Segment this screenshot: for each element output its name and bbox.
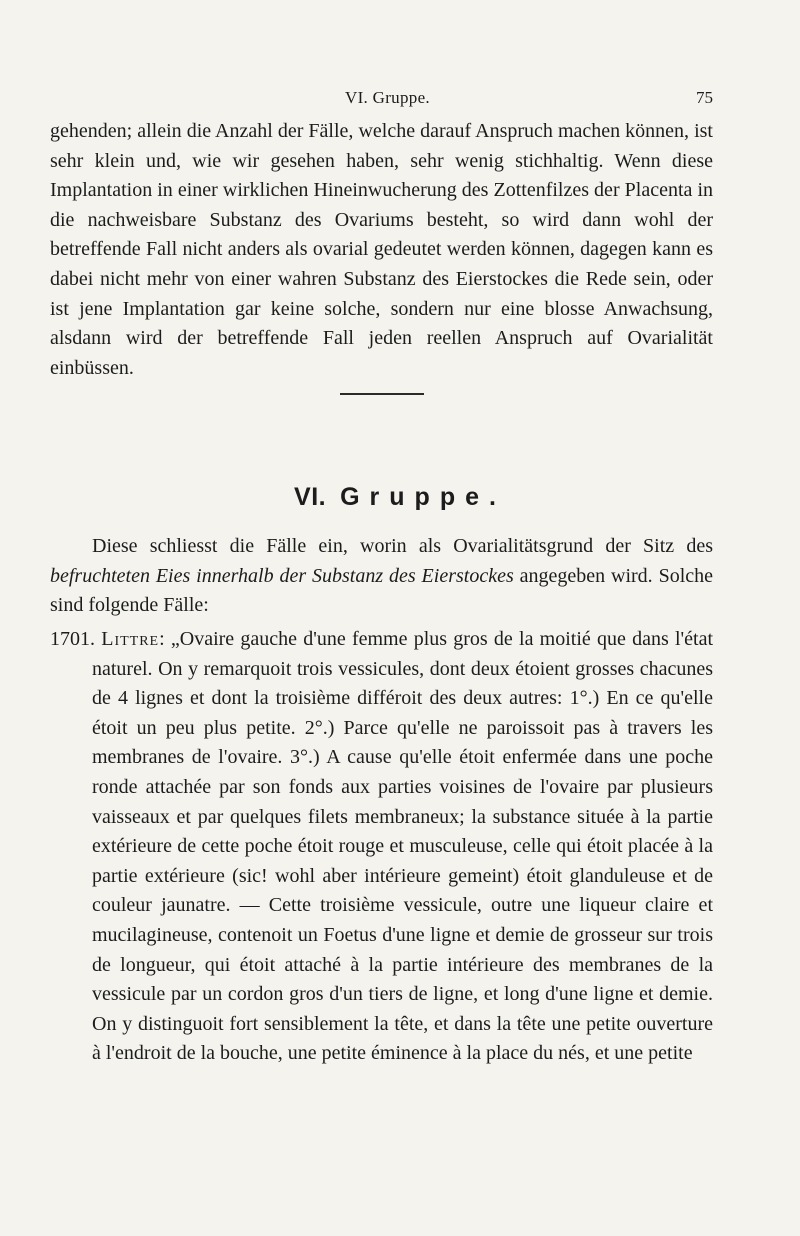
case-text: : „Ovaire gauche d'une femme plus gros de la moitié que dans l'état naturel. On y remarquoit trois vessicules, dont deux étoient grosses chacunes de 4 lignes et dont la troisième différoit des deux autres: 1°.) En ce qu'elle étoit un peu plus petite. 2°.) Parce qu'elle ne paroissoit pas à travers les membranes de l'ovaire. 3°.) A cause qu'elle étoit enfermée dans une poche ronde attachée par son fonds aux parties voisines de l'ovaire par plusieurs vaisseaux et par quelques filets membraneux; la substance située à la partie extérieure de cette poche étoit rouge et musculeuse, celle qui étoit placée à la partie extérieure (sic! wohl aber intérieure gemeint) étoit glanduleuse et de couleur jaunatre. — Cette troisième vessicule, outre une liqueur claire et mucilagineuse, contenoit un Foetus d'une ligne et demie de grosseur sur trois de longueur, qui étoit attaché à la partie intérieure des membranes de la vessicule par un cordon gros d'un tiers de ligne, et long d'une ligne et demie. On y distinguoit fort sensiblement la tête, et dans la tête une petite ouverture à l'endroit de la bouche, une petite éminence à la place du nés, et une petite [92, 628, 714, 1065]
case-entry [50, 625, 714, 1069]
section-heading [0, 483, 800, 512]
running-title: VI. Gruppe. [345, 88, 430, 107]
section-number: VI. [294, 483, 327, 511]
intro-text-start: Diese schliesst die Fälle ein, worin als Ovarialitätsgrund der Sitz des [92, 535, 713, 557]
page-header [50, 88, 713, 112]
section-intro-paragraph [50, 532, 713, 621]
section-title: Gruppe. [340, 483, 506, 511]
paragraph-continuation: gehenden; allein die Anzahl der Fälle, welche darauf Anspruch machen können, ist sehr klein und, wie wir gesehen haben, sehr wenig stichhaltig. Wenn diese Implantation in einer wirklichen Hineinwucherung des Zottenfilzes der Placenta in die nachweisbare Substanz des Ovariums besteht, so wird dann wohl der betreffende Fall nicht anders als ovarial gedeutet werden können, dagegen kann es dabei nicht mehr von einer wahren Substanz des Eierstockes die Rede sein, oder ist jene Implantation gar keine solche, sondern nur eine blosse Anwachsung, alsdann wird der betreffende Fall jeden reellen Anspruch auf Ovarialität einbüssen. [50, 120, 713, 379]
intro-italic-phrase: befruchteten Eies innerhalb der Substanz des Eierstockes [50, 564, 514, 587]
intro-text-end: angegeben wird. Solche sind folgende Fälle: [50, 564, 714, 617]
case-number: 1701. [50, 628, 95, 650]
page-number: 75 [696, 88, 713, 107]
case-author: Littre [101, 628, 160, 650]
section-divider [340, 393, 424, 395]
